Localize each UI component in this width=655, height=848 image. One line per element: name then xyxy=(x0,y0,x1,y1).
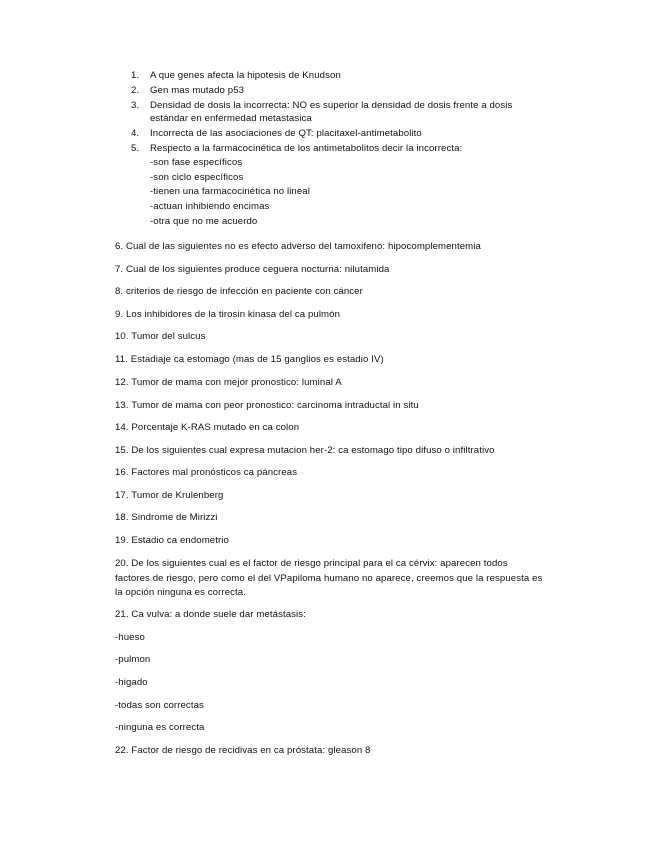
question-21: 21. Ca vulva: a donde suele dar metástasis: xyxy=(115,609,306,620)
list-item-option: -tienen una farmacocinética no lineal xyxy=(150,186,310,198)
question-17: 17. Tumor de Krulenberg xyxy=(115,490,224,501)
list-item-text: Densidad de dosis la incorrecta: NO es superior la densidad de dosis frente a dosis estándar en enfermedad metastasica xyxy=(150,100,513,124)
question-15: 15. De los siguientes cual expresa mutacion her-2: ca estomago tipo difuso o infiltrativo xyxy=(115,445,495,456)
list-item-number: 5. xyxy=(131,143,140,155)
question-19: 19. Estadio ca endometrio xyxy=(115,535,229,546)
numbered-list xyxy=(0,70,655,233)
list-item xyxy=(0,100,655,125)
question-8: 8. criterios de riesgo de infección en paciente con cáncer xyxy=(115,286,363,297)
list-item xyxy=(0,128,655,140)
list-item xyxy=(0,85,655,97)
list-item-option: -otra que no me acuerdo xyxy=(150,216,258,228)
list-item-number: 4. xyxy=(131,128,140,140)
question-7: 7. Cual de los siguientes produce ceguera nocturna: nilutamida xyxy=(115,264,390,275)
question-20: 20. De los siguientes cual es el factor de riesgo principal para el ca cérvix: aparecen todos factores de riesgo, pero como el del VPapiloma humano no aparece, creemos que la respuesta es la opción ninguna es correcta. xyxy=(115,558,543,599)
list-item-number: 1. xyxy=(131,70,140,81)
option-item: -higado xyxy=(115,677,148,688)
list-item-text: A que genes afecta la hipotesis de Knudson xyxy=(150,70,341,81)
option-item: -hueso xyxy=(115,632,145,643)
list-item-number: 2. xyxy=(131,85,140,97)
question-22: 22. Factor de riesgo de recidivas en ca próstata: gleason 8 xyxy=(115,745,371,756)
question-13: 13. Tumor de mama con peor pronostico: carcinoma intraductal in situ xyxy=(115,400,419,411)
list-item xyxy=(0,70,655,82)
question-12: 12. Tumor de mama con mejor pronostico: luminal A xyxy=(115,377,342,388)
list-item-option: -actuan inhibiendo encimas xyxy=(150,201,270,213)
question-10: 10. Tumor del sulcus xyxy=(115,331,206,342)
list-item xyxy=(0,143,655,230)
list-item-option: -son fase específicos xyxy=(150,156,243,168)
question-16: 16. Factores mal pronósticos ca páncreas xyxy=(115,467,298,478)
question-18: 18. Sindrome de Mirizzi xyxy=(115,512,218,523)
list-item-text: Respecto a la farmacocinética de los antimetabolitos decir la incorrecta: xyxy=(150,143,463,155)
list-item-text: Incorrecta de las asociaciones de QT: placitaxel-antimetabolito xyxy=(150,128,422,140)
question-14: 14. Porcentaje K-RAS mutado en ca colon xyxy=(115,422,300,433)
list-item-option: -son ciclo específicos xyxy=(150,171,244,183)
option-item: -todas son correctas xyxy=(115,700,204,711)
question-6: 6. Cual de las siguientes no es efecto adverso del tamoxifeno: hipocomplementemia xyxy=(115,241,481,252)
list-item-text: Gen mas mutado p53 xyxy=(150,85,245,97)
question-9: 9. Los inhibidores de la tirosin kinasa del ca pulmón xyxy=(115,309,341,320)
option-item: -pulmon xyxy=(115,654,151,665)
list-item-number: 3. xyxy=(131,100,140,112)
question-11: 11. Estadiaje ca estomago (mas de 15 ganglios es estadio IV) xyxy=(115,354,384,365)
option-item: -ninguna es correcta xyxy=(115,722,205,733)
